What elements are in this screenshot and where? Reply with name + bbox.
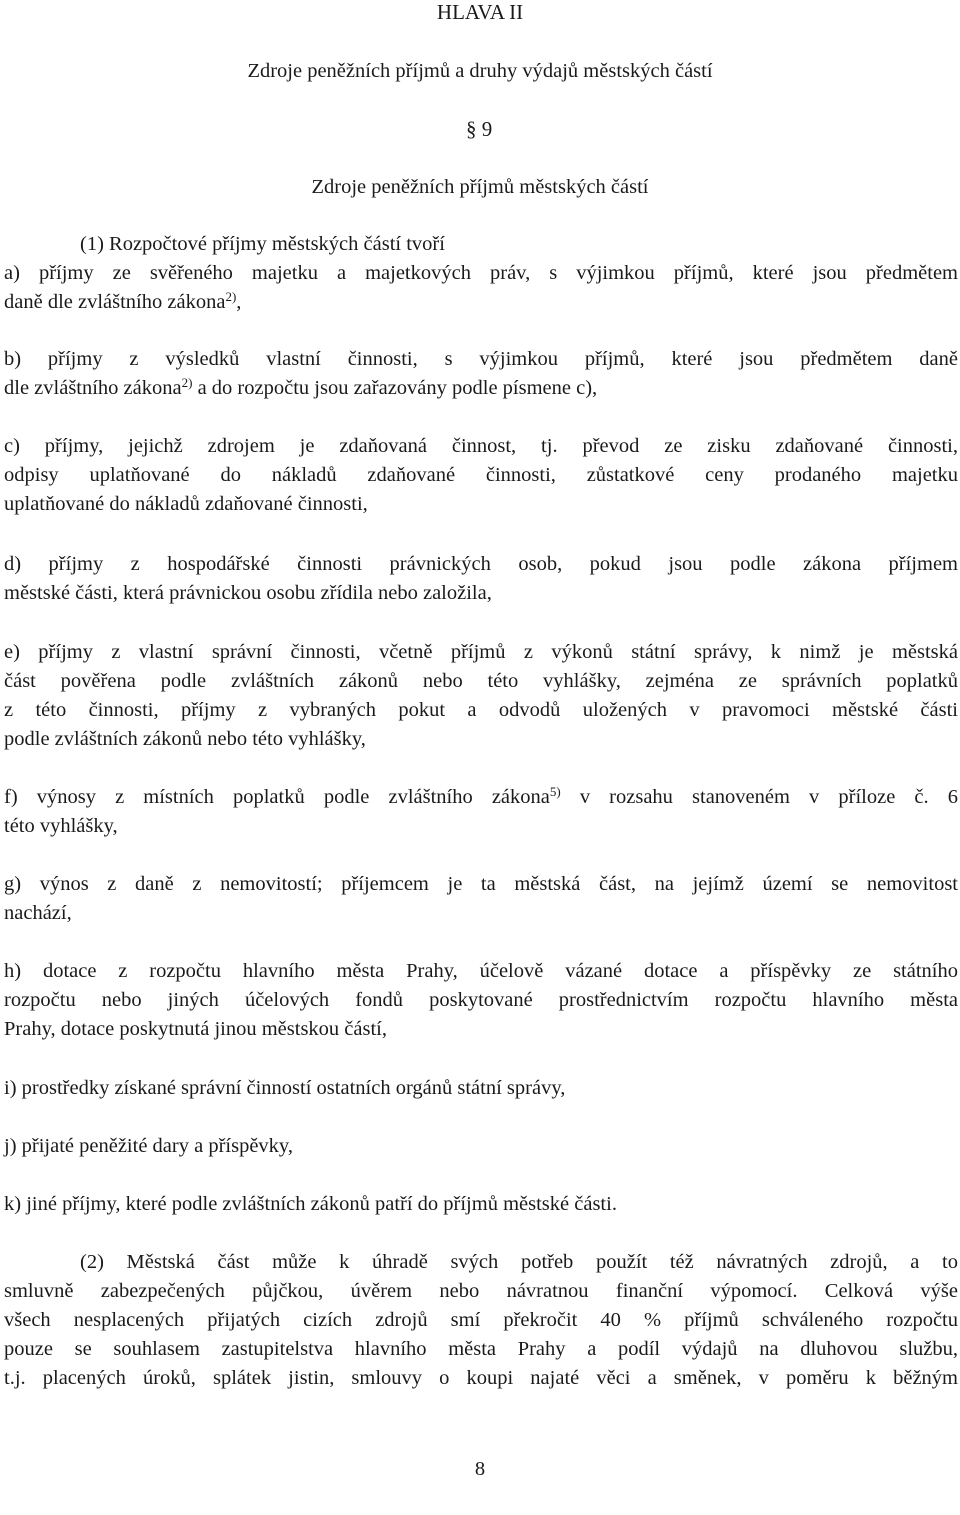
paragraph-2 — [4, 1248, 958, 1393]
item-g — [4, 870, 958, 928]
item-f — [4, 783, 958, 841]
intro-text: (1) Rozpočtové příjmy městských částí tvoří — [80, 233, 445, 255]
item-b-line-1: b) příjmy z výsledků vlastní činnosti, s výjimkou příjmů, které jsou předmětem daně — [4, 348, 958, 370]
item-d — [4, 550, 958, 608]
item-e-line-2: část pověřena podle zvláštních zákonů nebo této vyhlášky, zejména ze správních poplatků — [4, 670, 958, 692]
item-b-line-2-text: dle zvláštního zákona — [4, 377, 182, 399]
item-e-line-4: podle zvláštních zákonů nebo této vyhlášky, — [4, 728, 366, 750]
item-a — [4, 259, 958, 317]
par2-line-2: smluvně zabezpečených půjčkou, úvěrem nebo návratnou finanční výpomocí. Celková výše — [4, 1280, 958, 1302]
item-h-line-3: Prahy, dotace poskytnutá jinou městskou částí, — [4, 1018, 387, 1040]
item-a-line-2-text: daně dle zvláštního zákona — [4, 291, 226, 313]
item-d-line-2: městské části, která právnickou osobu zřídila nebo založila, — [4, 582, 492, 604]
section-title: Zdroje peněžních příjmů městských částí — [311, 176, 649, 198]
item-f-line-2: této vyhlášky, — [4, 815, 118, 837]
item-f-line-1-end: v rozsahu stanoveném v příloze č. 6 — [560, 786, 958, 808]
item-a-line-2-end: , — [236, 291, 242, 313]
item-j — [4, 1132, 958, 1161]
par2-line-5: t.j. placených úroků, splátek jistin, smlouvy o koupi najaté věci a směnek, v poměru k běžným — [4, 1367, 958, 1389]
item-f-line-1 — [4, 783, 958, 812]
item-c-line-2: odpisy uplatňované do nákladů zdaňované činnosti, zůstatkové ceny prodaného majetku — [4, 464, 958, 486]
page-number: 8 — [474, 1458, 486, 1480]
item-b-line-2-end: a do rozpočtu jsou zařazovány podle písmene c), — [192, 377, 598, 399]
item-g-line-1: g) výnos z daně z nemovitostí; příjemcem je ta městská část, na jejímž území se nemovitost — [4, 873, 958, 895]
item-f-line-1-text: f) výnosy z místních poplatků podle zvláštního zákona — [4, 786, 550, 808]
item-i — [4, 1074, 958, 1103]
footnote-ref: 2) — [225, 289, 237, 304]
item-j-line-1: j) přijaté peněžité dary a příspěvky, — [4, 1135, 293, 1157]
item-e — [4, 638, 958, 754]
item-b-line-2 — [4, 374, 958, 403]
par2-line-3: všech nesplacených přijatých cizích zdrojů smí překročit 40 % příjmů schváleného rozpočtu — [4, 1309, 958, 1331]
item-d-line-1: d) příjmy z hospodářské činnosti právnických osob, pokud jsou podle zákona příjmem — [4, 553, 958, 575]
item-a-line-1: a) příjmy ze svěřeného majetku a majetkových práv, s výjimkou příjmů, které jsou předmětem — [4, 262, 958, 284]
footnote-ref: 5) — [549, 784, 561, 799]
par2-line-1: (2) Městská část může k úhradě svých potřeb použít též návratných zdrojů, a to — [80, 1251, 958, 1273]
item-e-line-3: z této činnosti, příjmy z vybraných pokut a odvodů uložených v pravomoci městské části — [4, 699, 958, 721]
item-h-line-2: rozpočtu nebo jiných účelových fondů poskytované prostřednictvím rozpočtu hlavního města — [4, 989, 958, 1011]
item-k — [4, 1190, 958, 1219]
item-i-line-1: i) prostředky získané správní činností ostatních orgánů státní správy, — [4, 1077, 566, 1099]
item-c — [4, 432, 958, 519]
paragraph-1-intro — [80, 230, 960, 259]
item-h-line-1: h) dotace z rozpočtu hlavního města Prahy, účelově vázané dotace a příspěvky ze státního — [4, 960, 958, 982]
item-b — [4, 345, 958, 403]
item-c-line-3: uplatňované do nákladů zdaňované činnosti, — [4, 493, 368, 515]
chapter-heading: HLAVA II — [436, 0, 524, 24]
par2-line-4: pouze se souhlasem zastupitelstva hlavního města Prahy a podíl výdajů na dluhovou službu, — [4, 1338, 958, 1360]
chapter-title: Zdroje peněžních příjmů a druhy výdajů městských částí — [247, 60, 713, 82]
item-c-line-1: c) příjmy, jejichž zdrojem je zdaňovaná činnost, tj. převod ze zisku zdaňované činnosti, — [4, 435, 958, 457]
item-h — [4, 957, 958, 1044]
item-g-line-2: nachází, — [4, 902, 72, 924]
item-k-line-1: k) jiné příjmy, které podle zvláštních zákonů patří do příjmů městské části. — [4, 1193, 617, 1215]
section-mark: § 9 — [466, 117, 493, 141]
item-a-line-2 — [4, 288, 958, 317]
footnote-ref: 2) — [181, 375, 193, 390]
item-e-line-1: e) příjmy z vlastní správní činnosti, včetně příjmů z výkonů státní správy, k nimž je městská — [4, 641, 958, 663]
